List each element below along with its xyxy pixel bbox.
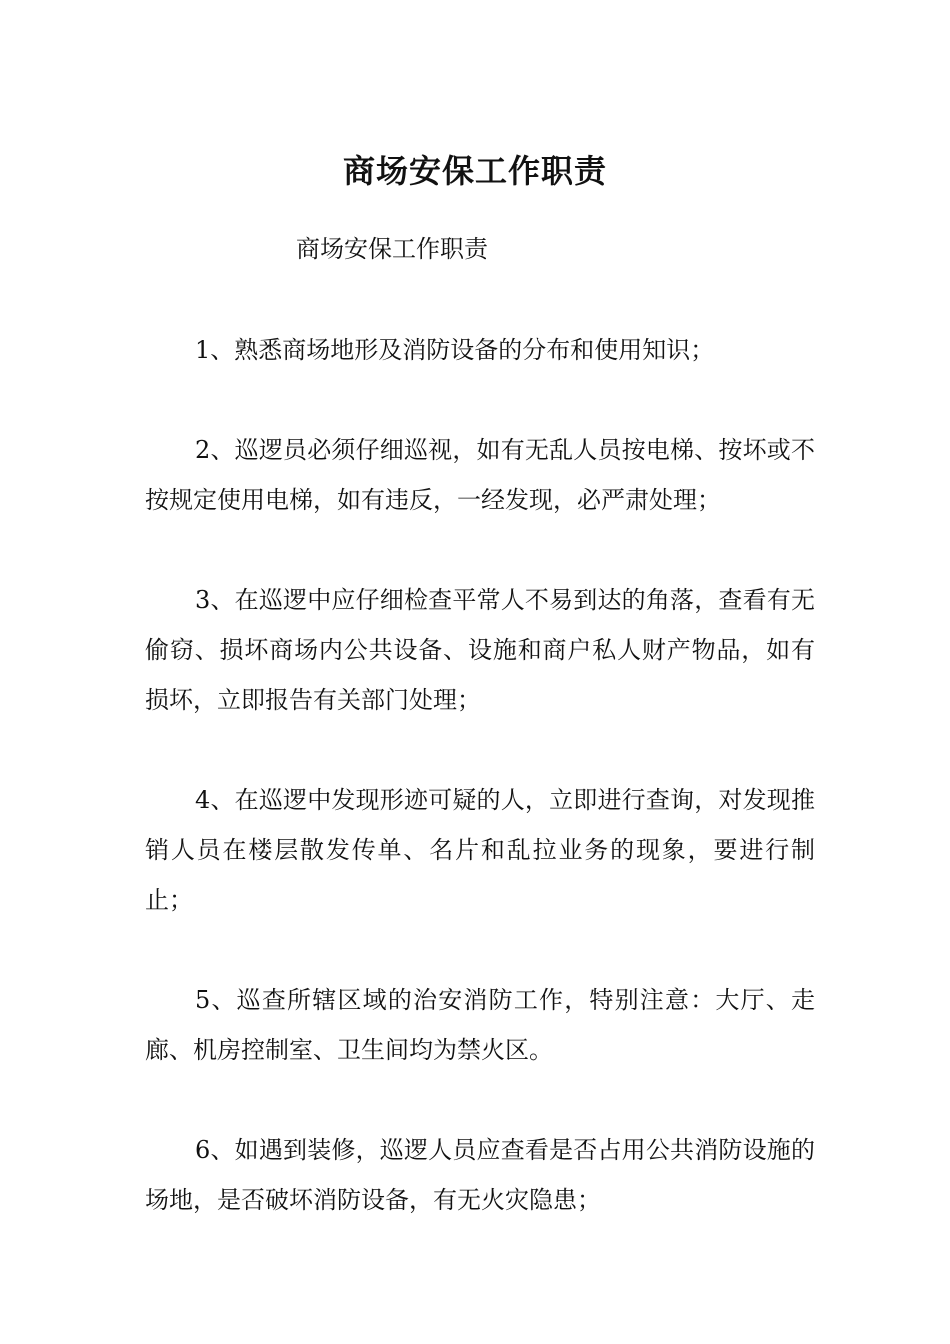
duty-item-3: 3、在巡逻中应仔细检查平常人不易到达的角落，查看有无偷窃、损坏商场内公共设备、设施和商户私人财产物品，如有损坏，立即报告有关部门处理； <box>145 586 815 714</box>
document-subtitle: 商场安保工作职责 <box>296 235 488 263</box>
duty-item-6: 6、如遇到装修，巡逻人员应查看是否占用公共消防设施的场地，是否破坏消防设备，有无火灾隐患； <box>145 1136 815 1214</box>
duty-item-2: 2、巡逻员必须仔细巡视，如有无乱人员按电梯、按坏或不按规定使用电梯，如有违反，一经发现，必严肃处理； <box>145 436 815 514</box>
document-title: 商场安保工作职责 <box>342 152 607 191</box>
duty-item-4: 4、在巡逻中发现形迹可疑的人，立即进行查询，对发现推销人员在楼层散发传单、名片和乱拉业务的现象，要进行制止； <box>145 786 815 914</box>
duty-item-5: 5、巡查所辖区域的治安消防工作，特别注意：大厅、走廊、机房控制室、卫生间均为禁火区。 <box>145 986 815 1064</box>
duty-item-1: 1、熟悉商场地形及消防设备的分布和使用知识； <box>195 336 715 364</box>
